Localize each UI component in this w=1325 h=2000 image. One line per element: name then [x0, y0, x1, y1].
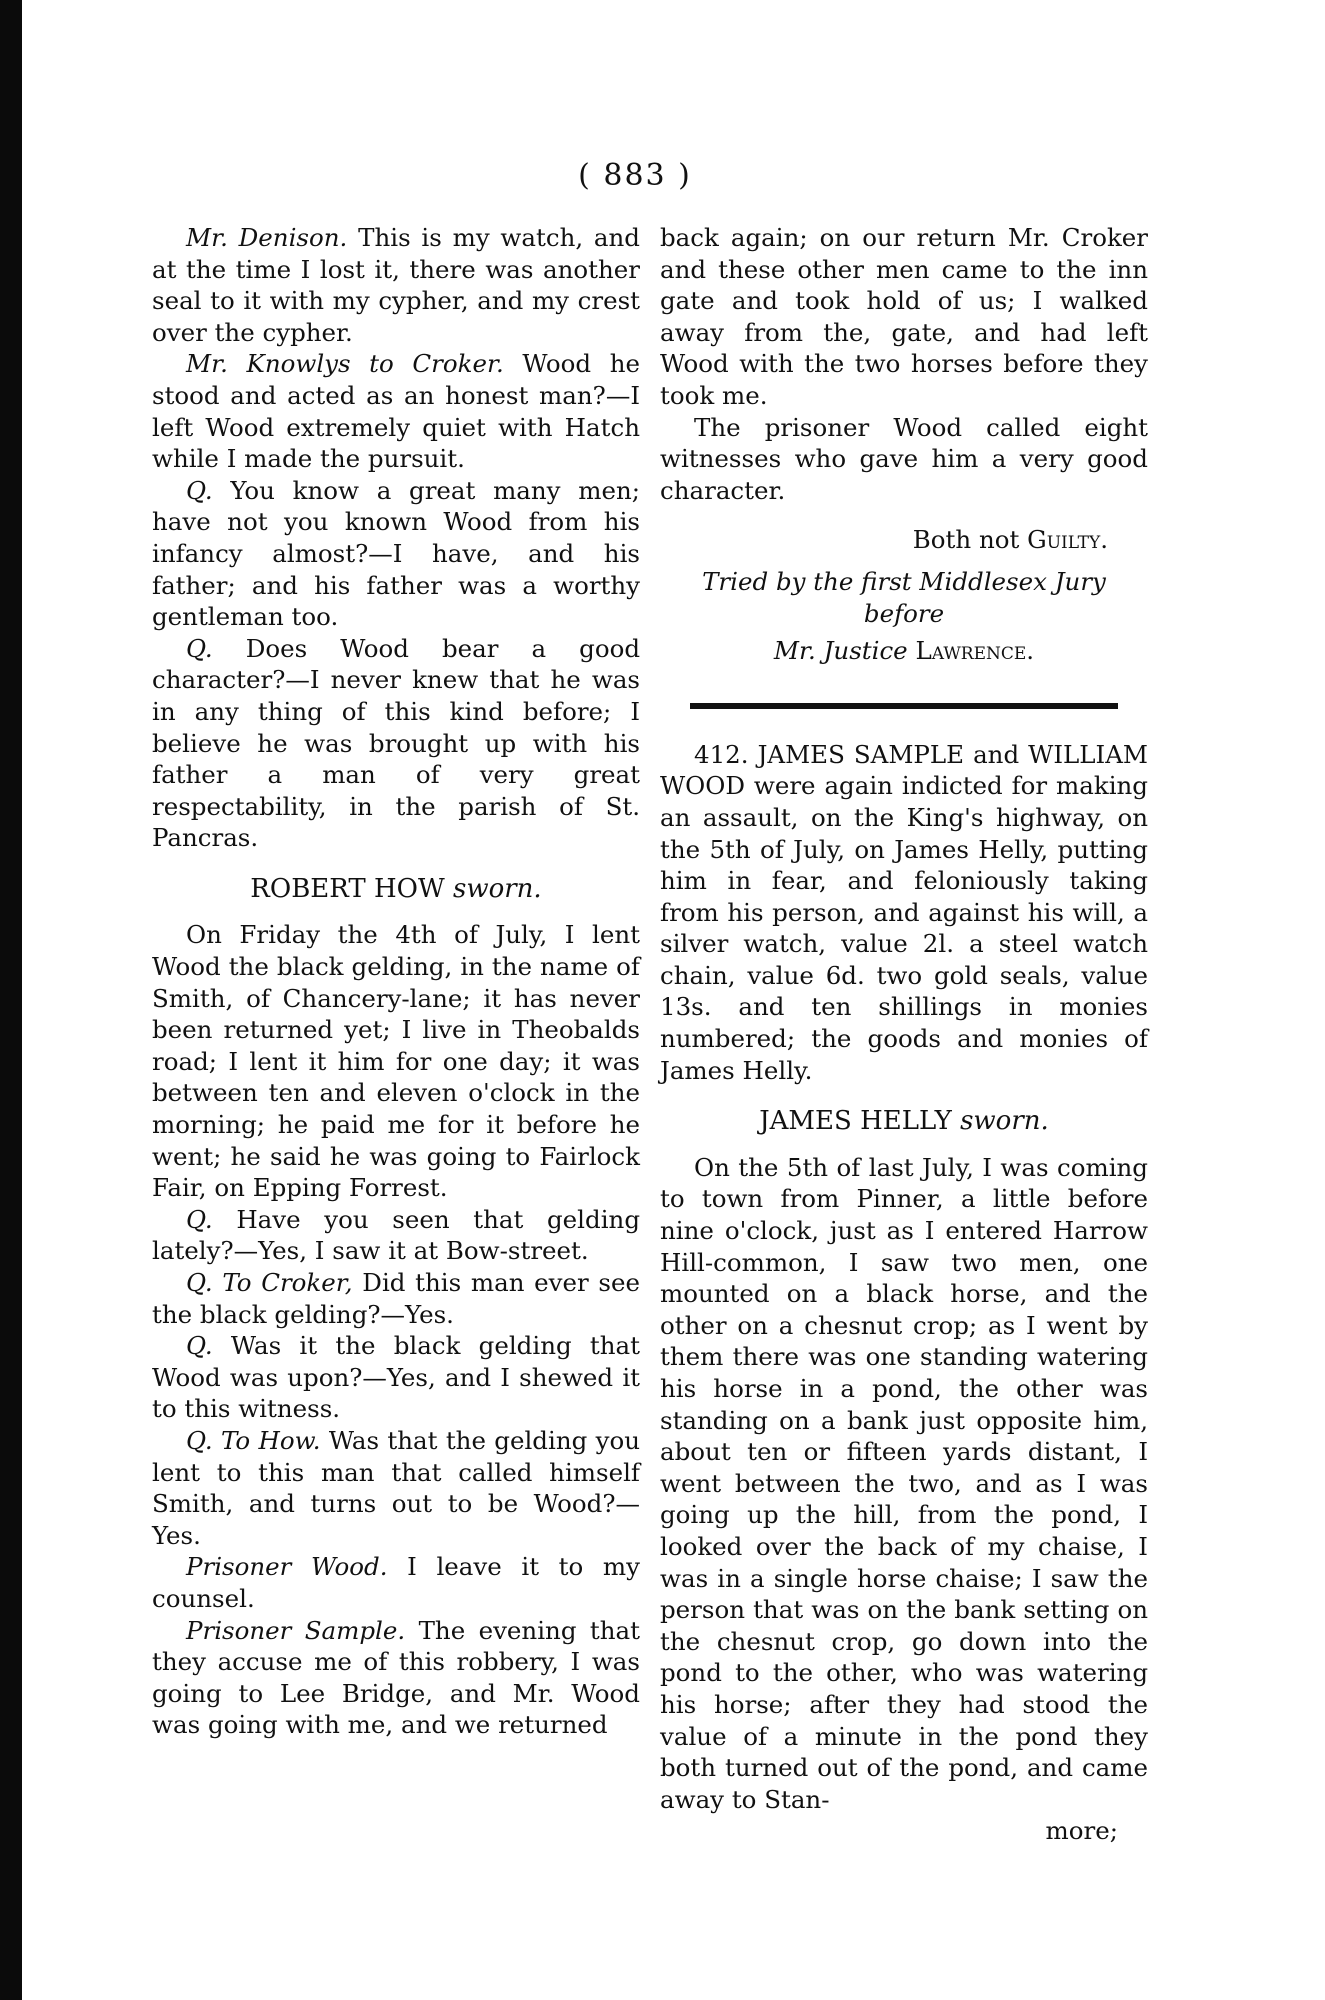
testimony-paragraph [660, 222, 1148, 412]
speaker-label: Q. [186, 1204, 213, 1234]
judge-title: Mr. Justice [773, 636, 908, 666]
testimony-text: On the 5th of last July, I was coming to town from Pinner, a little before nine o'clock, just as I entered Harrow Hill-common, I saw two men, one mounted on a black horse, and the other on a chesnut crop; as I went by them there was one standing watering his horse in a pond, the other was standing on a bank just opposite him, about ten or fifteen yards distant, I went between the two, and as I was going up the hill, from the pond, I looked over the back of my chaise, I was in a single horse chaise; I saw the person that was on the bank setting on the chesnut crop, go down into the pond to the other, who was watering his horse; after they had stood the value of a minute in the pond they both turned out of the pond, and came away to Stan- [660, 1152, 1148, 1814]
testimony-paragraph [152, 1551, 640, 1614]
verdict-prefix: Both not [912, 525, 1020, 555]
witness-heading [660, 1106, 1148, 1138]
speaker-label: Prisoner Sample. [186, 1615, 406, 1645]
testimony-text: The evening that they accuse me of this robbery, I was going to Lee Bridge, and Mr. Wood was going with me, and we returned [152, 1615, 640, 1740]
left-column [152, 222, 640, 1741]
witness-name: ROBERT HOW [250, 873, 445, 904]
testimony-paragraph [152, 222, 640, 348]
jury-note-line-1: Tried by the first Middlesex Jury before [702, 566, 1106, 628]
testimony-text: Did this man ever see the black gelding?—Yes. [152, 1268, 640, 1329]
speaker-label: Prisoner Wood. [186, 1552, 388, 1582]
testimony-paragraph [152, 1204, 640, 1267]
book-spine-edge [0, 0, 22, 2000]
testimony-paragraph [152, 1425, 640, 1551]
verdict-line [660, 524, 1148, 556]
testimony-text: This is my watch, and at the time I lost it, there was another seal to it with my cypher, and my crest over the cypher. [152, 223, 640, 347]
testimony-text: You know a great many men; have not you known Wood from his infancy almost?—I have, and his father; and his father was a worthy gentleman too. [152, 475, 640, 632]
testimony-paragraph [152, 1267, 640, 1330]
speaker-label: Q. To Croker, [186, 1268, 353, 1297]
page-number: ( 883 ) [578, 158, 692, 193]
testimony-text: Does Wood bear a good character?—I never knew that he was in any thing of this kind before; I believe he was brought up with his father a man of very great respectability, in the parish of St. Pancras. [152, 633, 640, 853]
speaker-label: Q. [186, 1331, 213, 1361]
speaker-label: Mr. Knowlys to Croker. [186, 349, 504, 379]
right-column [660, 222, 1148, 1847]
testimony-text: The prisoner Wood called eight witnesses who gave him a very good character. [660, 412, 1148, 505]
judge-name: Lawrence. [915, 636, 1035, 666]
testimony-text: Have you seen that gelding lately?—Yes, I saw it at Bow-street. [152, 1204, 640, 1266]
testimony-paragraph [152, 348, 640, 474]
speaker-label: Q. To How. [186, 1425, 321, 1455]
testimony-paragraph [152, 475, 640, 633]
speaker-label: Q. [186, 475, 213, 505]
case-number: 412. [694, 739, 749, 769]
speaker-label: Q. [186, 633, 213, 663]
sworn-label: sworn. [452, 873, 542, 904]
indictment-text: JAMES SAMPLE and WILLIAM WOOD were again indicted for making an assault, on the King's highway, on the 5th of July, on James Helly, putting him in fear, and feloniously taking from his person, and against his will, a silver watch, value 2l. a steel watch chain, value 6d. two gold seals, value 13s. and ten shillings in monies numbered; the goods and monies of James Helly. [660, 739, 1148, 1085]
testimony-text: Was that the gelding you lent to this man that called himself Smith, and turns out to be Wood?—Yes. [152, 1425, 640, 1550]
testimony-paragraph [152, 919, 640, 1203]
witness-name: JAMES HELLY [759, 1106, 952, 1137]
testimony-paragraph [660, 1152, 1148, 1815]
speaker-label: Mr. Denison. [186, 223, 348, 252]
testimony-text: back again; on our return Mr. Croker and these other men came to the inn gate and took hold of us; I walked away from the, gate, and had left Wood with the two horses before they took me. [660, 223, 1148, 410]
testimony-paragraph [152, 633, 640, 854]
testimony-text: On Friday the 4th of July, I lent Wood the black gelding, in the name of Smith, of Chancery-lane; it has never been returned yet; I live in Theobalds road; I lent it him for one day; it was between ten and eleven o'clock in the morning; he paid me for it before he went; he said he was going to Fairlock Fair, on Epping Forrest. [152, 920, 640, 1203]
testimony-paragraph [152, 1330, 640, 1425]
verdict-word: Guilty. [1027, 525, 1108, 555]
testimony-paragraph [152, 1615, 640, 1741]
testimony-text: Wood he stood and acted as an honest man?—I left Wood extremely quiet with Hatch while I made the pursuit. [152, 349, 640, 474]
testimony-text: Was it the black gelding that Wood was upon?—Yes, and I shewed it to this witness. [152, 1331, 640, 1424]
sworn-label: sworn. [960, 1106, 1049, 1137]
indictment-paragraph [660, 739, 1148, 1087]
catchword: more; [1045, 1816, 1118, 1846]
section-divider [690, 703, 1118, 709]
jury-note-line-2 [660, 635, 1148, 667]
testimony-text: I leave it to my counsel. [152, 1552, 640, 1613]
witness-heading [152, 874, 640, 906]
testimony-paragraph [660, 412, 1148, 507]
